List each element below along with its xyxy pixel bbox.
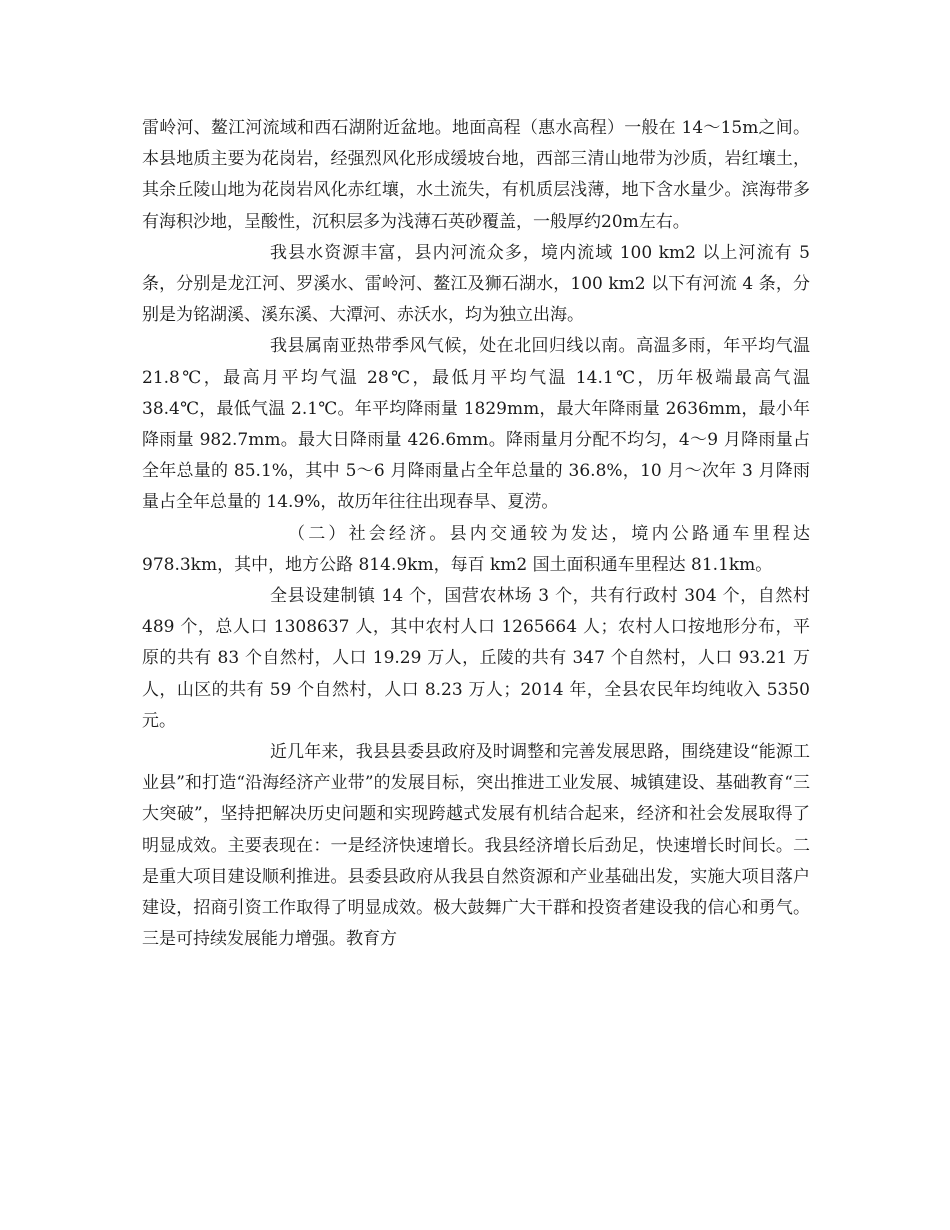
paragraph-social-economy: （二）社会经济。县内交通较为发达，境内公路通车里程达 978.3km，其中，地方公路 814.9km，每百 km2 国土面积通车里程达 81.1km。: [142, 523, 810, 575]
paragraph-water-resources: 我县水资源丰富，县内河流众多，境内流域 100 km2 以上河流有 5 条，分别是龙江河、罗溪水、雷岭河、鳌江及狮石湖水，100 km2 以下有河流 4 条，分别是为铭湖溪、溪东溪、大潭河、赤沃水，均为独立出海。: [142, 242, 810, 326]
paragraph-development: 近几年来，我县县委县政府及时调整和完善发展思路，围绕建设“能源工业县”和打造“沿海经济产业带”的发展目标，突出推进工业发展、城镇建设、基础教育“三大突破”，坚持把解决历史问题和实现跨越式发展有机结合起来，经济和社会发展取得了明显成效。主要表现在：一是经济快速增长。我县经济增长后劲足，快速增长时间长。二是重大项目建设顺利推进。县委县政府从我县自然资源和产业基础出发，实施大项目落户建设，招商引资工作取得了明显成效。极大鼓舞广大干群和投资者建设我的信心和勇气。三是可持续发展能力增强。教育方: [142, 742, 810, 950]
paragraph-climate: 我县属南亚热带季风气候，处在北回归线以南。高温多雨，年平均气温 21.8℃，最高月平均气温 28℃，最低月平均气温 14.1℃，历年极端最高气温 38.4℃，最低气温 2.1℃。年平均降雨量 1829mm，最大年降雨量 2636mm，最小年降雨量 982.7mm。最大日降雨量 426.6mm。降雨量月分配不均匀，4～9 月降雨量占全年总量的 85.1%，其中 5～6 月降雨量占全年总量的 36.8%，10 月～次年 3 月降雨量占全年总量的 14.9%，故历年往往出现春旱、夏涝。: [142, 336, 810, 513]
paragraph-geology: 雷岭河、鳌江河流域和西石湖附近盆地。地面高程（惠水高程）一般在 14～15m之间。本县地质主要为花岗岩，经强烈风化形成缓坡台地，西部三清山地带为沙质，岩红壤土，其余丘陵山地为花岗岩风化赤红壤，水土流失，有机质层浅薄，地下含水量少。滨海带多有海积沙地，呈酸性，沉积层多为浅薄石英砂覆盖，一般厚约20m左右。: [142, 118, 810, 232]
document-body: [142, 113, 810, 955]
paragraph-population: 全县设建制镇 14 个，国营农林场 3 个，共有行政村 304 个，自然村 489 个，总人口 1308637 人，其中农村人口 1265664 人；农村人口按地形分布，平原的共有 83 个自然村，人口 19.29 万人，丘陵的共有 347 个自然村，人口 93.21 万人，山区的共有 59 个自然村，人口 8.23 万人；2014 年，全县农民年均纯收入 5350 元。: [142, 586, 810, 731]
